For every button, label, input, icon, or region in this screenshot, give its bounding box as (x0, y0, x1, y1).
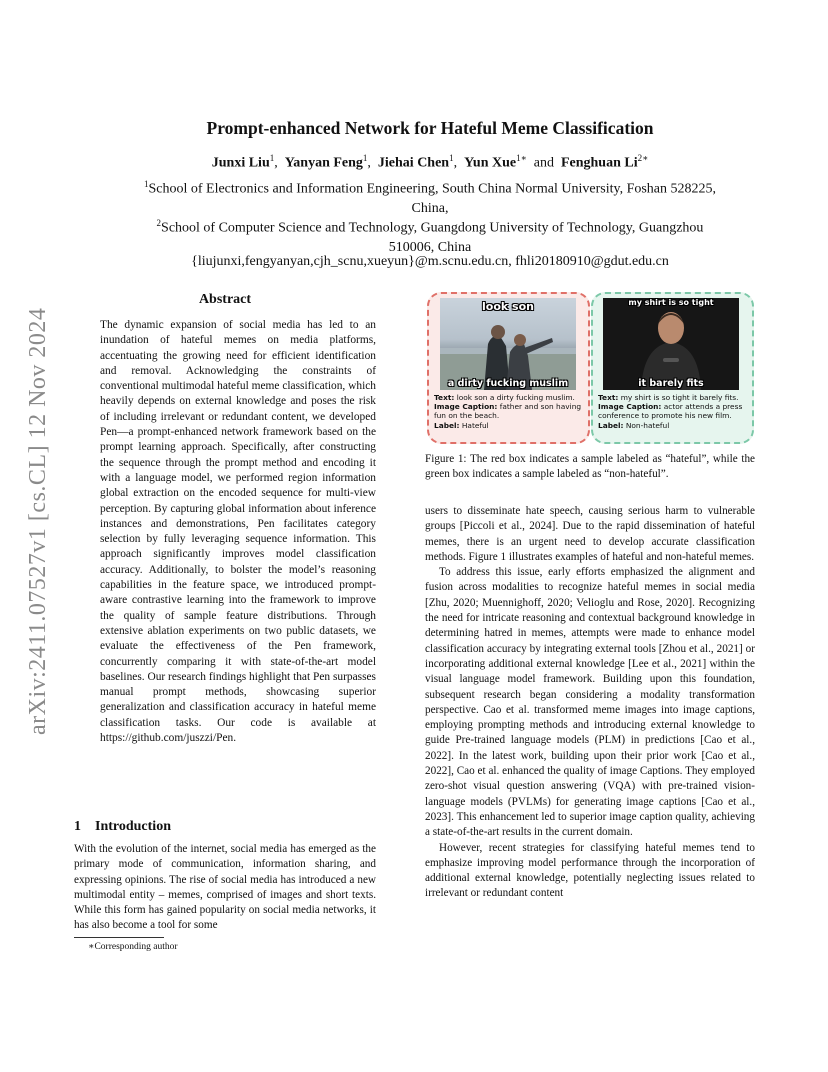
body-paragraph: users to disseminate hate speech, causing serious harm to vulnerable groups [Piccoli et al., 2024]. Due to the rapid dissemination of hateful memes, there is an urgent need to develop accurate classification methods. Figure 1 illustrates examples of hateful and non-hateful memes. (425, 505, 755, 563)
caption-value: father and son having fun on the beach. (434, 402, 582, 421)
arxiv-stamp: arXiv:2411.07527v1 [cs.CL] 12 Nov 2024 (25, 307, 51, 735)
section-title: Introduction (95, 819, 171, 834)
author-name: Jiehai Chen (377, 155, 450, 171)
right-column-body (425, 504, 755, 902)
text-value: my shirt is so tight it barely fits. (620, 393, 739, 402)
author-name: Yun Xue (464, 155, 517, 171)
non-hateful-sample-details (598, 393, 748, 430)
label-value: Non-hateful (625, 420, 670, 430)
hateful-sample-details (434, 393, 584, 430)
author-name: Fenghuan Li (560, 155, 638, 171)
meme-illustration-actor (603, 298, 739, 390)
author-sup: 1 (449, 153, 454, 163)
affiliation-line: School of Electronics and Information Engineering, South China Normal University, Foshan 528225, (148, 181, 717, 197)
author-sup: 1 (362, 153, 368, 163)
text-label: Text: (598, 393, 619, 402)
caption-label: Image Caption: (434, 402, 498, 412)
affiliation-sup: 1 (143, 179, 149, 189)
caption-label: Image Caption: (598, 402, 662, 412)
author-sep: , (274, 155, 278, 171)
author-sup: 1∗ (516, 153, 527, 163)
section-number: 1 (74, 819, 81, 834)
author-name: Junxi Liu (211, 155, 270, 171)
affiliation-sup: 2 (156, 218, 162, 228)
author-sep: , (453, 155, 458, 171)
affiliation-1 (70, 175, 790, 218)
caption-value: actor attends a press conference to promote his new film. (598, 402, 743, 421)
text-value: look son a dirty fucking muslim. (456, 393, 575, 402)
affiliation-line: School of Computer Science and Technology, Guangdong University of Technology, Guangzhou (161, 220, 704, 236)
body-paragraph: To address this issue, early efforts emphasized the alignment and fusion across modalities to recognize hateful memes in social media [Zhu, 2020; Muennighoff, 2020; Velioglu and Rose, 2020]. Recognizing the need for intricate reasoning and contextual background knowledge in determining hatred in memes, attempts were made to enhance model classification accuracy by integrating external tools [Zhou et al., 2021] or incorporating additional external knowledge [Lee et al., 2021] within the visual language model framework. Building upon this foundation, subsequent research began considering a modality transformation perspective. Cao et al. transformed meme images into image captions, employing prompting methods and introducing external knowledge to guide Pre-trained language models (PLM) in predictions [Cao et al., 2022]. In the latest work, building upon their prior work [Cao et al., 2022], Cao et al. enhanced the quality of image Captions. They employed zero-shot visual question answering (VQA) with pre-trained vision-language models (PVLMs) for generating image captions [Cao et al., 2023]. This enhancement led to superior image caption quality, achieving a state-of-the-art results in the current domain. (425, 566, 755, 839)
footnote-rule (74, 937, 164, 938)
text-label: Text: (434, 393, 455, 402)
meme-top-text: my shirt is so tight (628, 298, 714, 307)
label-label: Label: (598, 420, 624, 430)
affiliation-line: China, (411, 200, 449, 216)
author-list (80, 153, 780, 172)
meme-image-hateful (440, 298, 576, 390)
meme-top-text: look son (482, 300, 534, 313)
author-sep: , (367, 155, 371, 171)
affiliation-2 (70, 214, 790, 257)
label-value: Hateful (461, 420, 489, 430)
abstract-text: The dynamic expansion of social media has led to an inundation of hateful memes on media platforms, accentuating the growing need for efficient identification and removal. Acknowledging the constraints of conventional multimodal hateful meme classification, which heavily depends on external knowledge and poses the risk of including irrelevant or redundant content, we developed Pen—a prompt-enhanced network framework based on the prompt learning approach. Specifically, after constructing the sequence through the prompt method and encoding it with a language model, we performed region information global extraction on the encoded sequence for multi-view perception. By capturing global information about inference instances and demonstrations, Pen facilitates category selection by fully leveraging sequence information. This approach significantly improves model classification accuracy. Additionally, to bolster the model’s reasoning capabilities in the feature space, we introduced prompt-aware contrastive learning into the framework to improve the quality of sample feature distributions. Through extensive ablation experiments on two public datasets, we evaluate the effectiveness of the Pen framework, concurrently comparing it with state-of-the-art model baselines. Our research findings highlight that Pen surpasses manual prompt methods, showcasing superior generalization and classification accuracy in hateful meme classification tasks. Our code is available at https://github.com/juszzi/Pen. (100, 319, 376, 745)
author-sup: 1 (269, 153, 275, 163)
label-label: Label: (434, 420, 460, 430)
paper-title: Prompt-enhanced Network for Hateful Meme Classification (206, 118, 654, 138)
footnote: ∗Corresponding author (88, 942, 178, 952)
affiliation-line: 510006, China (388, 239, 472, 255)
meme-image-non-hateful (603, 298, 739, 390)
intro-text: With the evolution of the internet, social media has emerged as the primary mode of communication, information sharing, and expressing opinions. The rise of social media has introduced a new multimodal entity – memes, comprised of images and short texts. While this form has gained popularity on social media networks, it has also become a tool for some (74, 843, 376, 932)
abstract-heading: Abstract (198, 292, 252, 307)
figure-caption: Figure 1: The red box indicates a sample labeled as “hateful”, while the green box indicates a sample labeled as “non-hateful”. (425, 453, 755, 480)
author-sup: 2∗ (637, 153, 649, 163)
meme-bottom-text: it barely fits (638, 378, 704, 389)
author-and: and (533, 155, 554, 171)
meme-bottom-text: a dirty fucking muslim (447, 378, 569, 389)
body-paragraph: However, recent strategies for classifying hateful memes tend to emphasize improving model performance through the incorporation of additional external knowledge, potentially neglecting issues related to irrelevant or redundant content (425, 841, 755, 900)
emails: {liujunxi,fengyanyan,cjh_scnu,xueyun}@m.scnu.edu.cn, fhli20180910@gdut.edu.cn (191, 254, 669, 269)
author-name: Yanyan Feng (284, 155, 363, 171)
intro-heading (74, 819, 171, 835)
